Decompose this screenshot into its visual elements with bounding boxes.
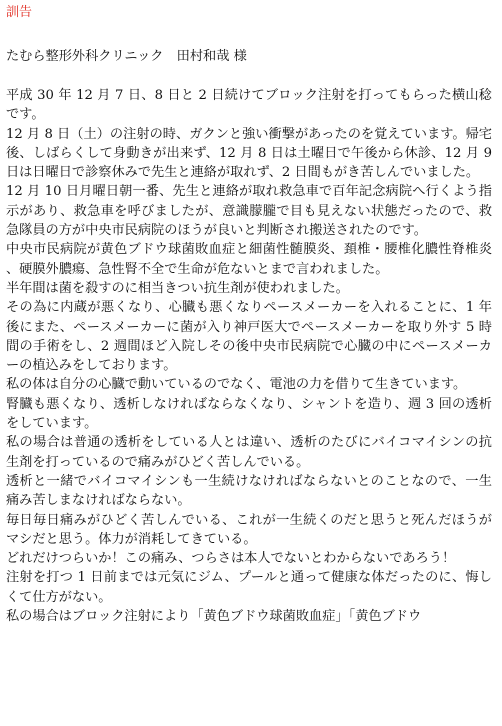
- body-paragraph: 私の場合はブロック注射により「黄色ブドウ球菌敗血症」「黄色ブドウ: [6, 609, 422, 625]
- body-paragraph: 12 月 8 日（土）の注射の時、ガクンと強い衝撃があったのを覚えています。帰宅後、しばらくして身動きが出来ず、12 月 8 日は土曜日で午後から休診、12 月 9 日は日曜日で診察休みで先生と連絡が取れず、2 日間もがき苦しんでいました。: [6, 126, 492, 181]
- body-paragraph: どれだけつらいか！この痛み、つらさは本人でないとわからないであろう！: [6, 551, 456, 567]
- body-paragraph: 半年間は菌を殺すのに相当きつい抗生剤が使われました。: [6, 280, 349, 296]
- body-paragraph: 12 月 10 日月曜日朝一番、先生と連絡が取れ救急車で百年記念病院へ行くよう指示があり、救急車を呼びましたが、意識朦朧で目も見えない状態だったので、救急隊員の方が中央市民病院のほうが良いと判断され搬送されたのです。: [6, 184, 492, 239]
- body-paragraph: 注射を打つ 1 日前までは元気にジム、プールと通って健康な体だったのに、悔しくて仕方がない。: [6, 570, 492, 605]
- letter-heading: 訓告: [6, 5, 33, 20]
- body-paragraph: 中央市民病院が黄色ブドウ球菌敗血症と細菌性髄膜炎、頚椎・腰椎化膿性脊椎炎、硬膜外膿瘍、急性腎不全で生命が危ないとまで言われました。: [6, 242, 492, 277]
- body-paragraph: 腎臓も悪くなり、透析しなければならなくなり、シャントを造り、週 3 回の透析をしています。: [6, 396, 492, 432]
- body-paragraph: 透析と一緒でバイコマイシンも一生続けなければならないとのことなので、一生痛み苦しまなければならない。: [6, 473, 492, 509]
- letter-document: [6, 4, 496, 625]
- body-paragraph: 私の体は自分の心臓で動いているのでなく、電池の力を借りて生きています。: [6, 377, 467, 393]
- body-paragraph: 平成 30 年 12 月 7 日、8 日と 2 日続けてブロック注射を打ってもらった横山稔です。: [6, 88, 492, 123]
- letter-body: [6, 86, 492, 626]
- body-paragraph: その為に内蔵が悪くなり、心臓も悪くなりペースメーカーを入れることに、1 年後にまた、ペースメーカーに菌が入り神戸医大でペースメーカーを取り外す 5 時間の手術をし、2 週間ほど入院しその後中央市民病院で心臓の中にペースメーカーの植込みをしております。: [6, 300, 492, 374]
- body-paragraph: 毎日毎日痛みがひどく苦しんでいる、これが一生続くのだと思うと死んだほうがマシだと思う。体力が消耗してきている。: [6, 512, 492, 547]
- body-paragraph: 私の場合は普通の透析をしている人とは違い、透析のたびにバイコマイシンの抗生剤を打っているので痛みがひどく苦しんでいる。: [6, 435, 492, 470]
- letter-addressee: たむら整形外科クリニック 田村和哉 様: [6, 49, 247, 64]
